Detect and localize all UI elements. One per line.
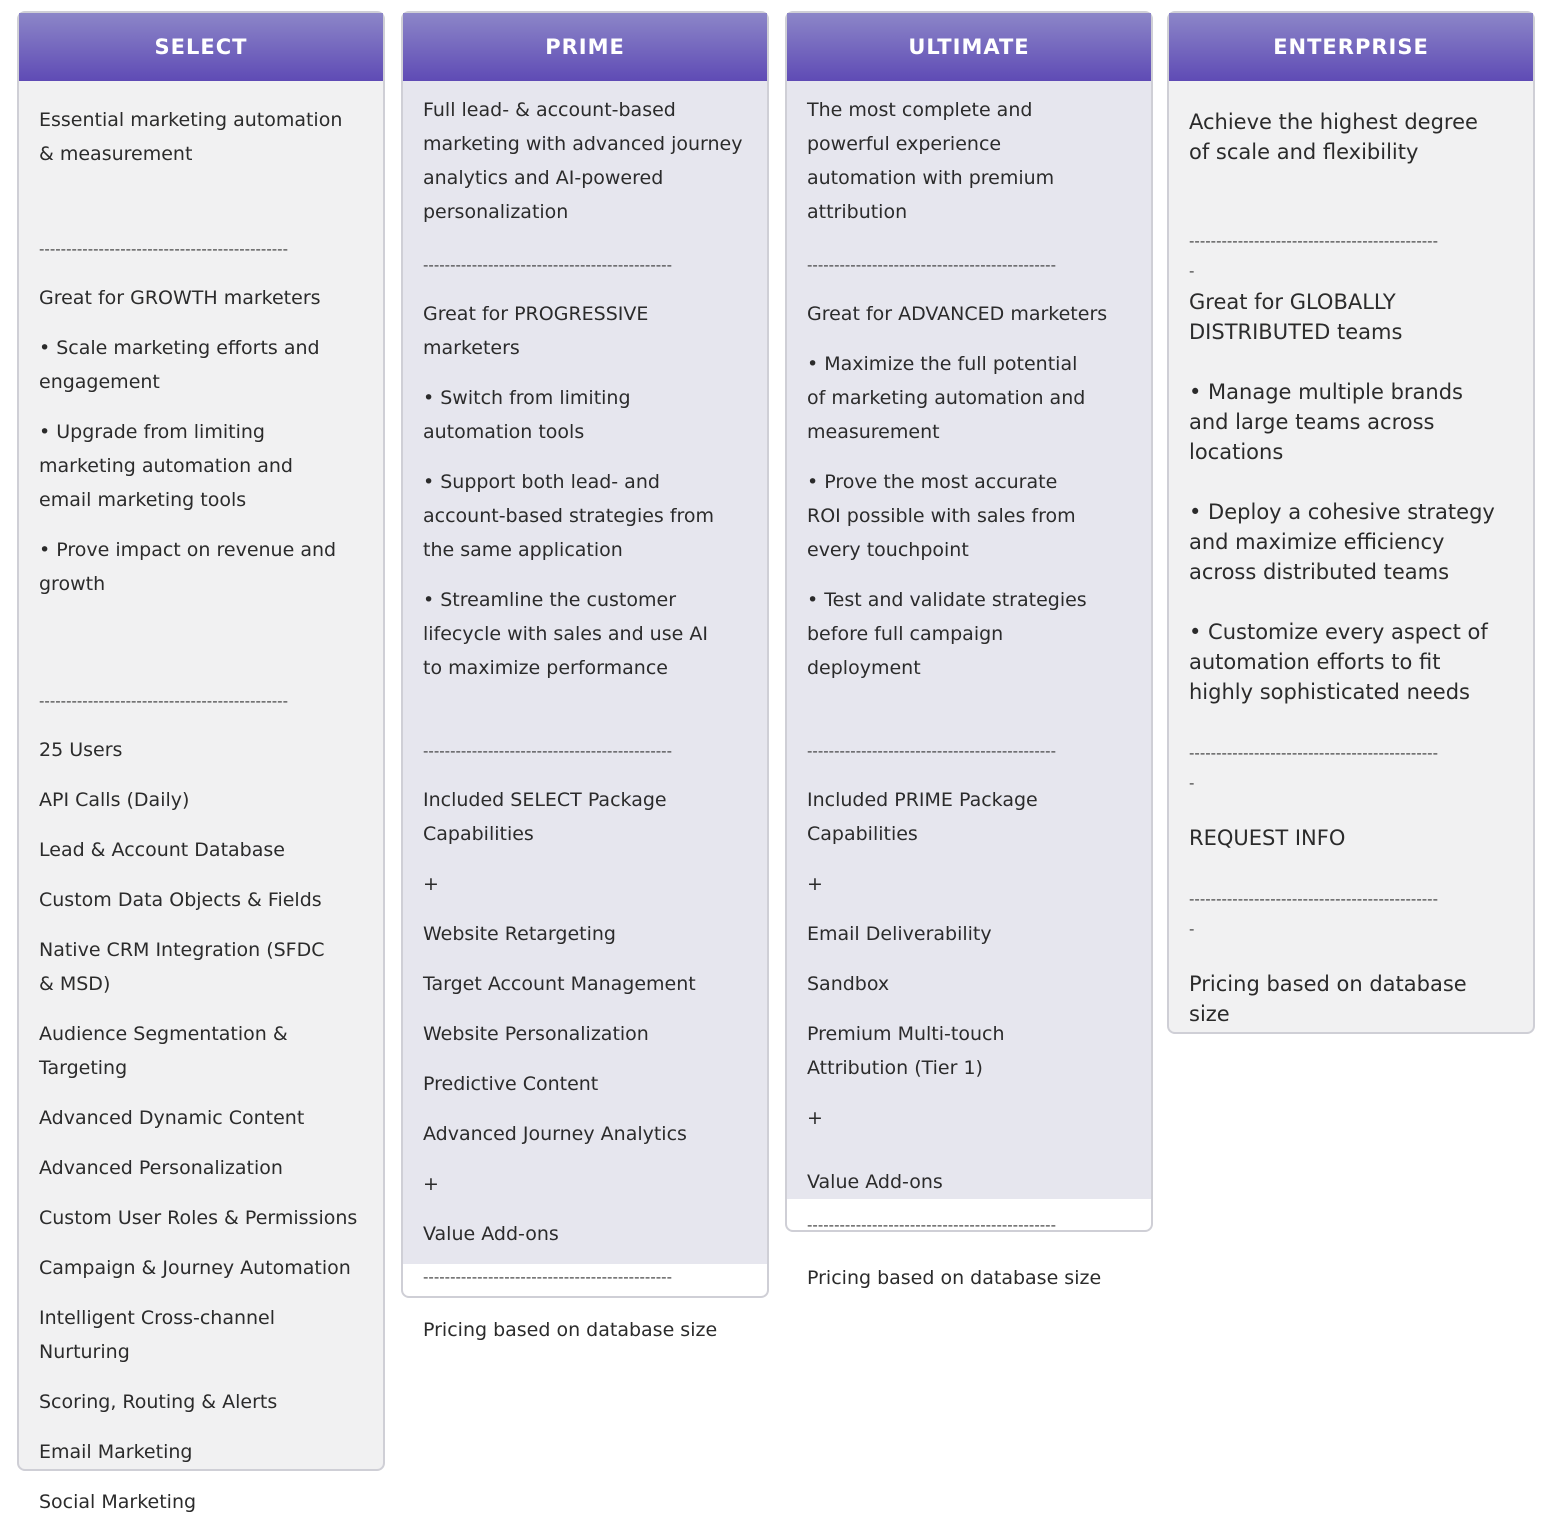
divider-tail: - xyxy=(1189,774,1195,792)
bullet: • Prove the most accurate ROI possible with sales from every touchpoint xyxy=(807,471,1076,561)
divider: ---------------------------------------------- xyxy=(39,240,288,258)
plus-sign: + xyxy=(423,873,439,895)
feature-item: Intelligent Cross-channel Nurturing xyxy=(39,1307,276,1363)
divider: ---------------------------------------------- xyxy=(423,1268,672,1286)
bullet: • Deploy a cohesive strategy and maximize efficiency across distributed teams xyxy=(1189,500,1495,584)
bullet: • Prove impact on revenue and growth xyxy=(39,539,337,595)
plan-description: Achieve the highest degree of scale and flexibility xyxy=(1189,110,1478,164)
plus-sign: + xyxy=(807,1107,823,1129)
bullet: • Manage multiple brands and large teams across locations xyxy=(1189,380,1463,464)
plan-card-enterprise xyxy=(1167,11,1535,1034)
divider-tail: - xyxy=(1189,262,1195,280)
divider: ---------------------------------------------- xyxy=(807,742,1056,760)
pricing-note: Pricing based on database size xyxy=(423,1319,718,1341)
divider: ---------------------------------------------- xyxy=(423,742,672,760)
plan-card-select xyxy=(17,11,385,1513)
feature-item: API Calls (Daily) xyxy=(39,789,190,811)
plan-description: Essential marketing automation & measurement xyxy=(39,109,343,165)
feature-item: Native CRM Integration (SFDC & MSD) xyxy=(39,939,325,995)
feature-item: Email Deliverability xyxy=(807,923,992,945)
feature-item: Campaign & Journey Automation xyxy=(39,1257,351,1279)
great-for: Great for PROGRESSIVE marketers xyxy=(423,303,649,359)
included-capabilities: Included PRIME Package Capabilities xyxy=(807,789,1038,845)
bullet: • Upgrade from limiting marketing automation and email marketing tools xyxy=(39,421,293,511)
plus-sign: + xyxy=(423,1173,439,1195)
divider: ---------------------------------------------- xyxy=(423,256,672,274)
feature-item: Sandbox xyxy=(807,973,890,995)
divider: ---------------------------------------------- xyxy=(1189,890,1438,908)
bullet: • Switch from limiting automation tools xyxy=(423,387,631,443)
feature-item: Scoring, Routing & Alerts xyxy=(39,1391,278,1413)
plan-title-enterprise: ENTERPRISE xyxy=(1169,13,1533,81)
feature-item: Lead & Account Database xyxy=(39,839,285,861)
feature-item: Premium Multi-touch Attribution (Tier 1) xyxy=(807,1023,1005,1079)
great-for: Great for GLOBALLY DISTRIBUTED teams xyxy=(1189,290,1403,344)
bullet: • Customize every aspect of automation efforts to fit highly sophisticated needs xyxy=(1189,620,1488,704)
value-addons: Value Add-ons xyxy=(423,1223,559,1245)
divider: ---------------------------------------------- xyxy=(807,1216,1056,1234)
bullet: • Maximize the full potential of marketing automation and measurement xyxy=(807,353,1086,443)
plan-description: Full lead- & account-based marketing with advanced journey analytics and AI-powered personalization xyxy=(423,99,743,223)
feature-item: Custom Data Objects & Fields xyxy=(39,889,322,911)
pricing-note: Pricing based on database size xyxy=(807,1267,1102,1289)
bullet: • Scale marketing efforts and engagement xyxy=(39,337,320,393)
bullet: • Streamline the customer lifecycle with sales and use AI to maximize performance xyxy=(423,589,708,679)
divider: ---------------------------------------------- xyxy=(1189,744,1438,762)
feature-item: Predictive Content xyxy=(423,1073,599,1095)
bullet: • Support both lead- and account-based strategies from the same application xyxy=(423,471,715,561)
feature-item: Advanced Journey Analytics xyxy=(423,1123,687,1145)
great-for: Great for ADVANCED marketers xyxy=(807,303,1108,325)
feature-item: Social Marketing xyxy=(39,1491,197,1513)
pricing-note: Pricing based on database size xyxy=(1189,972,1467,1026)
plan-card-ultimate xyxy=(785,11,1153,1289)
divider-tail: - xyxy=(1189,920,1195,938)
feature-item: 25 Users xyxy=(39,739,123,761)
feature-item: Advanced Personalization xyxy=(39,1157,283,1179)
divider: ---------------------------------------------- xyxy=(1189,232,1438,250)
plus-sign: + xyxy=(807,873,823,895)
included-capabilities: Included SELECT Package Capabilities xyxy=(423,789,667,845)
divider: ---------------------------------------------- xyxy=(39,692,288,710)
plan-title-select: SELECT xyxy=(19,13,383,81)
value-addons: Value Add-ons xyxy=(807,1171,943,1193)
great-for: Great for GROWTH marketers xyxy=(39,287,321,309)
feature-item: Email Marketing xyxy=(39,1441,193,1463)
feature-item: Website Personalization xyxy=(423,1023,649,1045)
plan-title-prime: PRIME xyxy=(403,13,767,81)
feature-item: Custom User Roles & Permissions xyxy=(39,1207,358,1229)
feature-item: Website Retargeting xyxy=(423,923,616,945)
plan-title-ultimate: ULTIMATE xyxy=(787,13,1151,81)
feature-item: Audience Segmentation & Targeting xyxy=(39,1023,288,1079)
plan-card-prime xyxy=(401,11,769,1341)
request-info-link[interactable]: REQUEST INFO xyxy=(1189,826,1346,850)
divider: ---------------------------------------------- xyxy=(807,256,1056,274)
bullet: • Test and validate strategies before full campaign deployment xyxy=(807,589,1087,679)
feature-item: Advanced Dynamic Content xyxy=(39,1107,305,1129)
plan-description: The most complete and powerful experience automation with premium attribution xyxy=(807,99,1055,223)
feature-item: Target Account Management xyxy=(423,973,696,995)
